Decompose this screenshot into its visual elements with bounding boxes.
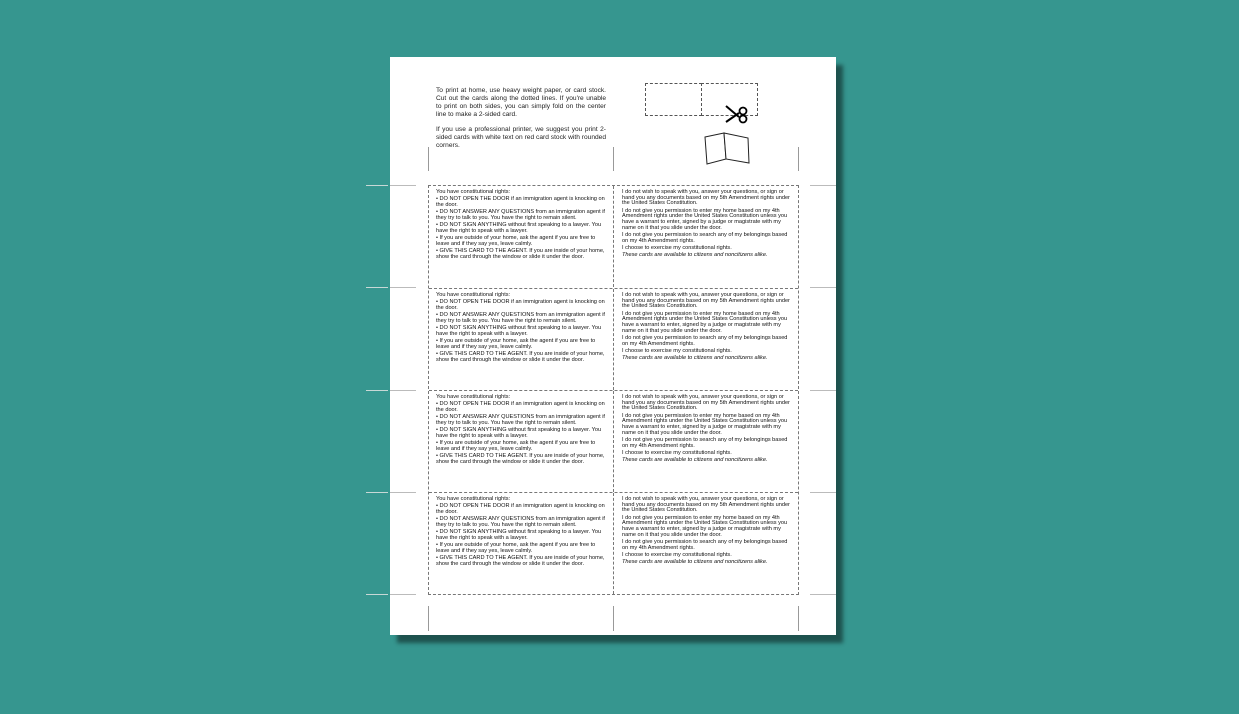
crop-mark bbox=[613, 147, 614, 171]
folded-card-icon bbox=[702, 129, 752, 167]
crop-mark bbox=[810, 185, 836, 186]
scissors-icon bbox=[724, 104, 750, 126]
crop-mark bbox=[810, 390, 836, 391]
card-back bbox=[614, 493, 798, 594]
card-back-line-2: I do not give you permission to enter my home based on my 4th Amendment rights under the United States Constitution unless you have a warrant to enter, signed by a judge or magistrate with my name on it that you slide under the door. bbox=[622, 412, 788, 436]
card-back-line-1: I do not wish to speak with you, answer your questions, or sign or hand you any documents based on my 5th Amendment rights under the United States Constitution. bbox=[622, 189, 790, 207]
card-back-line-3: I do not give you permission to search any of my belongings based on my 4th Amendment rights. bbox=[622, 335, 788, 347]
card-front-bullet-5: • GIVE THIS CARD TO THE AGENT. If you are inside of your home, show the card through the window or slide it under the door. bbox=[436, 351, 605, 363]
card-front-heading: You have constitutional rights: bbox=[436, 394, 511, 400]
crop-mark bbox=[798, 147, 799, 171]
card-front bbox=[429, 391, 614, 492]
crop-mark bbox=[390, 594, 416, 595]
card-front-heading: You have constitutional rights: bbox=[436, 189, 511, 195]
crop-mark bbox=[366, 185, 388, 186]
card-row-2 bbox=[429, 288, 798, 390]
crop-mark bbox=[366, 594, 388, 595]
card-back bbox=[614, 289, 798, 390]
card-back-footer: These cards are available to citizens and noncitizens alike. bbox=[622, 457, 768, 464]
printable-sheet bbox=[390, 57, 836, 635]
card-back-line-3: I do not give you permission to search any of my belongings based on my 4th Amendment rights. bbox=[622, 232, 788, 244]
card-front-bullet-5: • GIVE THIS CARD TO THE AGENT. If you are inside of your home, show the card through the window or slide it under the door. bbox=[436, 248, 605, 260]
card-front-heading: You have constitutional rights: bbox=[436, 292, 511, 298]
card-front-bullet-4: • If you are outside of your home, ask the agent if you are free to leave and if they say yes, leave calmly. bbox=[436, 235, 596, 247]
crop-mark bbox=[613, 606, 614, 631]
crop-mark bbox=[428, 606, 429, 631]
crop-mark bbox=[798, 606, 799, 631]
card-back-line-4: I choose to exercise my constitutional rights. bbox=[622, 552, 732, 559]
crop-mark bbox=[366, 287, 388, 288]
wallet-cards-grid bbox=[428, 185, 799, 595]
card-back-line-1: I do not wish to speak with you, answer your questions, or sign or hand you any documents based on my 5th Amendment rights under the United States Constitution. bbox=[622, 496, 790, 514]
card-front-bullet-3: • DO NOT SIGN ANYTHING without first speaking to a lawyer. You have the right to speak with a lawyer. bbox=[436, 222, 602, 234]
card-back-footer: These cards are available to citizens and noncitizens alike. bbox=[622, 355, 768, 362]
instructions-paragraph-1: To print at home, use heavy weight paper, or card stock. Cut out the cards along the dotted lines. If you're unable to print on both sides, you can simply fold on the center line to make a 2-sided card. bbox=[436, 87, 606, 118]
card-back-line-2: I do not give you permission to enter my home based on my 4th Amendment rights under the United States Constitution unless you have a warrant to enter, signed by a judge or magistrate with my name on it that you slide under the door. bbox=[622, 514, 788, 538]
crop-mark bbox=[810, 287, 836, 288]
card-back-footer: These cards are available to citizens and noncitizens alike. bbox=[622, 252, 768, 259]
card-back-line-3: I do not give you permission to search any of my belongings based on my 4th Amendment rights. bbox=[622, 437, 788, 449]
card-front-bullet-3: • DO NOT SIGN ANYTHING without first speaking to a lawyer. You have the right to speak with a lawyer. bbox=[436, 529, 602, 541]
card-row-3 bbox=[429, 390, 798, 492]
card-front-bullet-5: • GIVE THIS CARD TO THE AGENT. If you are inside of your home, show the card through the window or slide it under the door. bbox=[436, 453, 605, 465]
crop-mark bbox=[390, 390, 416, 391]
card-front bbox=[429, 493, 614, 594]
card-front-bullet-2: • DO NOT ANSWER ANY QUESTIONS from an immigration agent if they try to talk to you. You have the right to remain silent. bbox=[436, 209, 605, 221]
card-front-bullet-3: • DO NOT SIGN ANYTHING without first speaking to a lawyer. You have the right to speak with a lawyer. bbox=[436, 325, 602, 337]
card-front-bullet-2: • DO NOT ANSWER ANY QUESTIONS from an immigration agent if they try to talk to you. You have the right to remain silent. bbox=[436, 414, 605, 426]
card-row-1 bbox=[429, 186, 798, 288]
card-front-bullet-4: • If you are outside of your home, ask the agent if you are free to leave and if they say yes, leave calmly. bbox=[436, 338, 596, 350]
card-front-bullet-2: • DO NOT ANSWER ANY QUESTIONS from an immigration agent if they try to talk to you. You have the right to remain silent. bbox=[436, 516, 605, 528]
card-front-bullet-1: • DO NOT OPEN THE DOOR if an immigration agent is knocking on the door. bbox=[436, 299, 605, 311]
card-front-bullet-4: • If you are outside of your home, ask the agent if you are free to leave and if they say yes, leave calmly. bbox=[436, 440, 596, 452]
card-back-line-2: I do not give you permission to enter my home based on my 4th Amendment rights under the United States Constitution unless you have a warrant to enter, signed by a judge or magistrate with my name on it that you slide under the door. bbox=[622, 310, 788, 334]
card-back-line-3: I do not give you permission to search any of my belongings based on my 4th Amendment rights. bbox=[622, 539, 788, 551]
crop-mark bbox=[428, 147, 429, 171]
card-back-line-4: I choose to exercise my constitutional rights. bbox=[622, 348, 732, 355]
print-instructions bbox=[436, 87, 606, 157]
crop-mark bbox=[390, 287, 416, 288]
card-front-bullet-2: • DO NOT ANSWER ANY QUESTIONS from an immigration agent if they try to talk to you. You have the right to remain silent. bbox=[436, 312, 605, 324]
card-front-bullet-3: • DO NOT SIGN ANYTHING without first speaking to a lawyer. You have the right to speak with a lawyer. bbox=[436, 427, 602, 439]
instructions-paragraph-2: If you use a professional printer, we suggest you print 2-sided cards with white text on red card stock with rounded corners. bbox=[436, 126, 606, 149]
card-front-bullet-1: • DO NOT OPEN THE DOOR if an immigration agent is knocking on the door. bbox=[436, 401, 605, 413]
card-front-bullet-5: • GIVE THIS CARD TO THE AGENT. If you are inside of your home, show the card through the window or slide it under the door. bbox=[436, 555, 605, 567]
card-back-line-1: I do not wish to speak with you, answer your questions, or sign or hand you any documents based on my 5th Amendment rights under the United States Constitution. bbox=[622, 292, 790, 310]
card-front-bullet-4: • If you are outside of your home, ask the agent if you are free to leave and if they say yes, leave calmly. bbox=[436, 542, 596, 554]
card-front-bullet-1: • DO NOT OPEN THE DOOR if an immigration agent is knocking on the door. bbox=[436, 196, 605, 208]
card-back-line-4: I choose to exercise my constitutional rights. bbox=[622, 245, 732, 252]
card-back bbox=[614, 186, 798, 287]
card-back-footer: These cards are available to citizens and noncitizens alike. bbox=[622, 559, 768, 566]
card-back bbox=[614, 391, 798, 492]
crop-mark bbox=[366, 390, 388, 391]
cut-guide-left-box bbox=[645, 83, 702, 116]
card-back-line-1: I do not wish to speak with you, answer your questions, or sign or hand you any documents based on my 5th Amendment rights under the United States Constitution. bbox=[622, 394, 790, 412]
card-back-line-4: I choose to exercise my constitutional rights. bbox=[622, 450, 732, 457]
crop-mark bbox=[366, 492, 388, 493]
card-back-line-2: I do not give you permission to enter my home based on my 4th Amendment rights under the United States Constitution unless you have a warrant to enter, signed by a judge or magistrate with my name on it that you slide under the door. bbox=[622, 207, 788, 231]
crop-mark bbox=[390, 492, 416, 493]
crop-mark bbox=[810, 594, 836, 595]
crop-mark bbox=[390, 185, 416, 186]
card-row-4 bbox=[429, 492, 798, 594]
card-front-bullet-1: • DO NOT OPEN THE DOOR if an immigration agent is knocking on the door. bbox=[436, 503, 605, 515]
crop-mark bbox=[810, 492, 836, 493]
card-front bbox=[429, 186, 614, 287]
card-front bbox=[429, 289, 614, 390]
card-front-heading: You have constitutional rights: bbox=[436, 496, 511, 502]
